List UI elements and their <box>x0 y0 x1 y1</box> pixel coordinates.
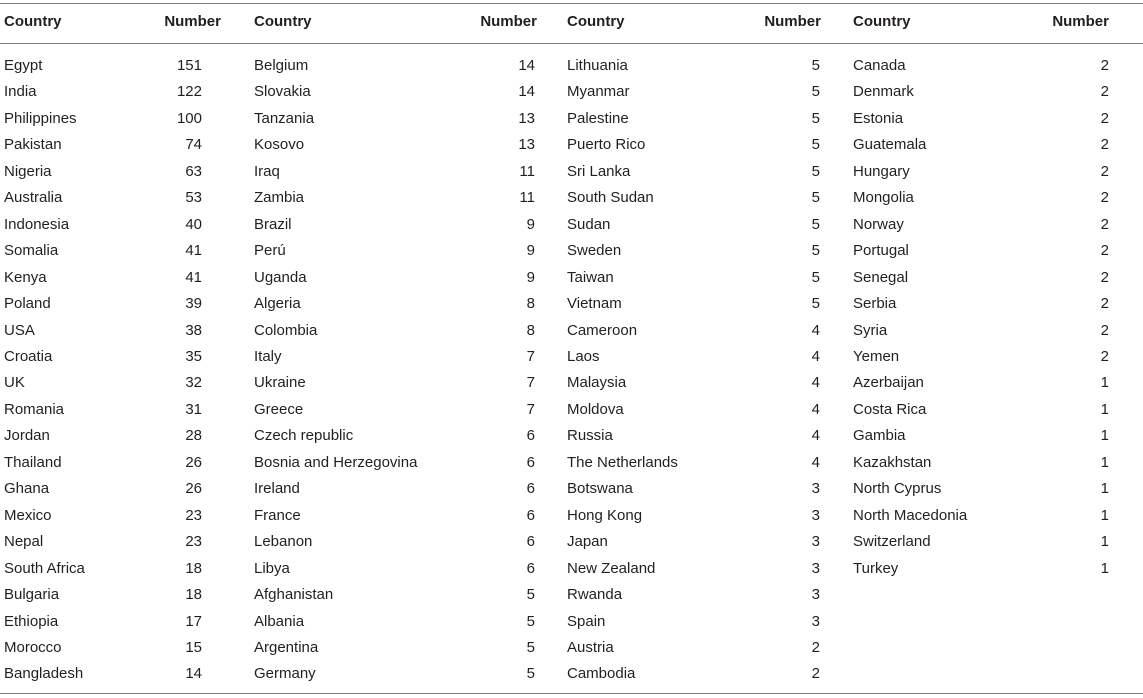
number-cell: 8 <box>526 295 535 313</box>
number-cell: 63 <box>185 162 202 180</box>
table-row <box>0 212 1143 238</box>
table-row <box>0 265 1143 291</box>
country-cell: Nepal <box>4 533 44 551</box>
country-cell: Perú <box>254 242 286 260</box>
number-cell: 5 <box>811 268 820 286</box>
country-cell: Indonesia <box>4 215 70 233</box>
number-cell: 1 <box>1100 453 1109 471</box>
country-cell: Ethiopia <box>4 612 59 630</box>
country-cell: Ukraine <box>254 374 306 392</box>
number-cell: 35 <box>185 347 202 365</box>
number-cell: 2 <box>1100 242 1109 260</box>
country-cell: Guatemala <box>853 136 927 154</box>
number-cell: 5 <box>811 162 820 180</box>
country-cell: Bangladesh <box>4 665 84 683</box>
number-cell: 26 <box>185 480 202 498</box>
number-cell: 18 <box>185 586 202 604</box>
country-cell: Mexico <box>4 506 52 524</box>
number-cell: 3 <box>811 533 820 551</box>
country-cell: Pakistan <box>4 136 62 154</box>
number-cell: 40 <box>185 215 202 233</box>
number-cell: 74 <box>185 136 202 154</box>
country-cell: Morocco <box>4 638 62 656</box>
number-cell: 4 <box>811 374 820 392</box>
number-cell: 5 <box>811 242 820 260</box>
table-row <box>0 318 1143 344</box>
country-cell: Vietnam <box>567 295 622 313</box>
country-cell: The Netherlands <box>567 453 678 471</box>
table-row <box>0 370 1143 396</box>
table-row <box>0 185 1143 211</box>
country-cell: Hong Kong <box>567 506 643 524</box>
header-country-2: Country <box>254 13 312 30</box>
table-body <box>0 43 1143 688</box>
number-cell: 41 <box>185 268 202 286</box>
country-cell: Albania <box>254 612 305 630</box>
number-cell: 14 <box>518 57 535 74</box>
number-cell: 1 <box>1100 400 1109 418</box>
country-cell: Gambia <box>853 427 906 445</box>
number-cell: 1 <box>1100 427 1109 445</box>
number-cell: 5 <box>526 638 535 656</box>
header-number-2: Number <box>480 13 537 30</box>
number-cell: 9 <box>526 242 535 260</box>
number-cell: 3 <box>811 586 820 604</box>
number-cell: 11 <box>519 189 535 207</box>
country-cell: Austria <box>567 638 614 656</box>
table-row <box>0 106 1143 132</box>
country-cell: Germany <box>254 665 316 683</box>
table-row <box>0 503 1143 529</box>
number-cell: 6 <box>526 427 535 445</box>
number-cell: 1 <box>1100 559 1109 577</box>
number-cell: 14 <box>185 665 202 683</box>
number-cell: 2 <box>1100 268 1109 286</box>
number-cell: 5 <box>526 612 535 630</box>
number-cell: 5 <box>811 57 820 74</box>
number-cell: 5 <box>811 83 820 101</box>
country-cell: Australia <box>4 189 63 207</box>
country-cell: Iraq <box>254 162 280 180</box>
country-cell: France <box>254 506 301 524</box>
country-cell: Cameroon <box>567 321 638 339</box>
number-cell: 7 <box>526 347 535 365</box>
country-cell: Japan <box>567 533 608 551</box>
country-cell: Canada <box>853 57 906 74</box>
table-bottom-rule <box>0 693 1143 694</box>
country-cell: Bulgaria <box>4 586 60 604</box>
country-cell: Cambodia <box>567 665 636 683</box>
country-cell: North Macedonia <box>853 506 968 524</box>
number-cell: 9 <box>526 215 535 233</box>
table-row <box>0 609 1143 635</box>
table-row <box>0 132 1143 158</box>
header-number-4: Number <box>1052 13 1109 30</box>
country-cell: South Africa <box>4 559 85 577</box>
number-cell: 2 <box>1100 109 1109 127</box>
country-cell: Slovakia <box>254 83 311 101</box>
country-cell: South Sudan <box>567 189 654 207</box>
country-cell: UK <box>4 374 25 392</box>
country-cell: Serbia <box>853 295 897 313</box>
number-cell: 8 <box>526 321 535 339</box>
number-cell: 39 <box>185 295 202 313</box>
data-table <box>0 4 1143 688</box>
country-cell: Portugal <box>853 242 909 260</box>
number-cell: 122 <box>176 83 202 101</box>
number-cell: 38 <box>185 321 202 339</box>
number-cell: 2 <box>1100 162 1109 180</box>
country-cell: Nigeria <box>4 162 52 180</box>
number-cell: 5 <box>811 109 820 127</box>
country-cell: Zambia <box>254 189 305 207</box>
country-cell: Tanzania <box>254 109 315 127</box>
number-cell: 4 <box>811 427 820 445</box>
number-cell: 2 <box>1100 83 1109 101</box>
number-cell: 7 <box>526 374 535 392</box>
number-cell: 14 <box>518 83 535 101</box>
country-cell: Italy <box>254 347 282 365</box>
number-cell: 26 <box>185 453 202 471</box>
header-country-4: Country <box>853 13 911 30</box>
country-cell: Puerto Rico <box>567 136 646 154</box>
country-cell: Costa Rica <box>853 400 927 418</box>
number-cell: 3 <box>811 506 820 524</box>
number-cell: 1 <box>1100 506 1109 524</box>
country-cell: Rwanda <box>567 586 623 604</box>
country-cell: Myanmar <box>567 83 630 101</box>
number-cell: 4 <box>811 400 820 418</box>
country-cell: Moldova <box>567 400 624 418</box>
country-cell <box>853 635 1041 661</box>
country-cell: Estonia <box>853 109 904 127</box>
table-row <box>0 661 1143 687</box>
number-cell: 6 <box>526 480 535 498</box>
number-cell: 13 <box>518 136 535 154</box>
country-cell: Ireland <box>254 480 300 498</box>
country-cell: Lithuania <box>567 57 628 74</box>
header-row <box>0 4 1143 43</box>
table-row <box>0 344 1143 370</box>
country-cell: Malaysia <box>567 374 627 392</box>
number-cell: 6 <box>526 559 535 577</box>
header-country-3: Country <box>567 13 625 30</box>
number-cell: 4 <box>811 453 820 471</box>
number-cell: 17 <box>185 612 202 630</box>
country-cell: Sweden <box>567 242 622 260</box>
country-cell: Taiwan <box>567 268 614 286</box>
number-cell: 11 <box>519 162 535 180</box>
header-number-1: Number <box>164 13 221 30</box>
country-cell <box>853 661 1041 687</box>
number-cell: 6 <box>526 506 535 524</box>
country-cell: Sri Lanka <box>567 162 631 180</box>
table-row <box>0 476 1143 502</box>
number-cell: 6 <box>526 453 535 471</box>
country-cell: Algeria <box>254 295 301 313</box>
table-row <box>0 291 1143 317</box>
number-cell: 5 <box>811 215 820 233</box>
table-row <box>0 529 1143 555</box>
country-cell <box>853 609 1041 635</box>
table-row <box>0 582 1143 608</box>
number-cell <box>1041 635 1143 661</box>
country-cell: North Cyprus <box>853 480 942 498</box>
country-cell: Denmark <box>853 83 914 101</box>
table-row <box>0 635 1143 661</box>
country-cell: Sudan <box>567 215 611 233</box>
country-cell: Colombia <box>254 321 318 339</box>
country-cell: USA <box>4 321 35 339</box>
country-cell: Yemen <box>853 347 900 365</box>
number-cell: 31 <box>185 400 202 418</box>
country-cell: Senegal <box>853 268 909 286</box>
country-cell <box>853 582 1041 608</box>
country-cell: New Zealand <box>567 559 656 577</box>
number-cell: 2 <box>811 665 820 683</box>
number-cell: 3 <box>811 612 820 630</box>
number-cell <box>1041 661 1143 687</box>
number-cell: 1 <box>1100 374 1109 392</box>
country-cell: Hungary <box>853 162 910 180</box>
table-row <box>0 79 1143 105</box>
number-cell: 5 <box>811 295 820 313</box>
number-cell: 2 <box>1100 295 1109 313</box>
country-cell: Czech republic <box>254 427 354 445</box>
number-cell: 53 <box>185 189 202 207</box>
number-cell: 28 <box>185 427 202 445</box>
country-cell: Croatia <box>4 347 53 365</box>
country-cell: Ghana <box>4 480 50 498</box>
number-cell: 13 <box>518 109 535 127</box>
number-cell <box>1041 609 1143 635</box>
number-cell: 100 <box>176 109 202 127</box>
number-cell: 18 <box>185 559 202 577</box>
country-cell: Botswana <box>567 480 633 498</box>
country-cell: Lebanon <box>254 533 313 551</box>
table-row <box>0 423 1143 449</box>
number-cell: 6 <box>526 533 535 551</box>
header-country-1: Country <box>4 13 62 30</box>
number-cell: 5 <box>526 586 535 604</box>
number-cell: 5 <box>526 665 535 683</box>
country-cell: Palestine <box>567 109 629 127</box>
number-cell: 5 <box>811 189 820 207</box>
number-cell: 4 <box>811 321 820 339</box>
country-cell: Turkey <box>853 559 899 577</box>
table-row <box>0 43 1143 79</box>
country-cell: Switzerland <box>853 533 931 551</box>
number-cell: 32 <box>185 374 202 392</box>
country-cell: Azerbaijan <box>853 374 924 392</box>
country-cell: Uganda <box>254 268 307 286</box>
country-cell: Egypt <box>4 57 43 74</box>
country-cell: Jordan <box>4 427 50 445</box>
country-cell: Philippines <box>4 109 77 127</box>
number-cell: 23 <box>185 506 202 524</box>
number-cell: 2 <box>1100 136 1109 154</box>
country-cell: Poland <box>4 295 51 313</box>
header-number-3: Number <box>764 13 821 30</box>
table-row <box>0 238 1143 264</box>
country-cell: Laos <box>567 347 600 365</box>
country-cell: Kosovo <box>254 136 305 154</box>
table-row <box>0 556 1143 582</box>
country-cell: Greece <box>254 400 304 418</box>
country-cell: Libya <box>254 559 290 577</box>
number-cell: 2 <box>1100 347 1109 365</box>
table-row <box>0 450 1143 476</box>
number-cell: 3 <box>811 559 820 577</box>
country-cell: Syria <box>853 321 888 339</box>
country-cell: Russia <box>567 427 613 445</box>
number-cell: 7 <box>526 400 535 418</box>
country-cell: Mongolia <box>853 189 914 207</box>
country-cell: Belgium <box>254 57 309 74</box>
number-cell: 1 <box>1100 533 1109 551</box>
number-cell: 15 <box>185 638 202 656</box>
number-cell: 2 <box>1100 321 1109 339</box>
country-cell: Afghanistan <box>254 586 334 604</box>
number-cell: 151 <box>176 57 202 74</box>
number-cell: 2 <box>811 638 820 656</box>
country-cell: Brazil <box>254 215 292 233</box>
number-cell: 3 <box>811 480 820 498</box>
table-row <box>0 397 1143 423</box>
country-cell: Somalia <box>4 242 59 260</box>
number-cell: 41 <box>185 242 202 260</box>
country-cell: Bosnia and Herzegovina <box>254 453 418 471</box>
number-cell: 2 <box>1100 215 1109 233</box>
number-cell: 1 <box>1100 480 1109 498</box>
country-cell: Thailand <box>4 453 62 471</box>
country-cell: Kenya <box>4 268 47 286</box>
country-cell: Kazakhstan <box>853 453 932 471</box>
country-cell: Spain <box>567 612 606 630</box>
number-cell: 2 <box>1100 189 1109 207</box>
country-cell: Argentina <box>254 638 319 656</box>
number-cell: 5 <box>811 136 820 154</box>
number-cell: 4 <box>811 347 820 365</box>
number-cell: 9 <box>526 268 535 286</box>
number-cell: 2 <box>1100 57 1109 74</box>
country-cell: Romania <box>4 400 65 418</box>
country-cell: Norway <box>853 215 904 233</box>
country-cell: India <box>4 83 37 101</box>
table-row <box>0 159 1143 185</box>
number-cell <box>1041 582 1143 608</box>
number-cell: 23 <box>185 533 202 551</box>
